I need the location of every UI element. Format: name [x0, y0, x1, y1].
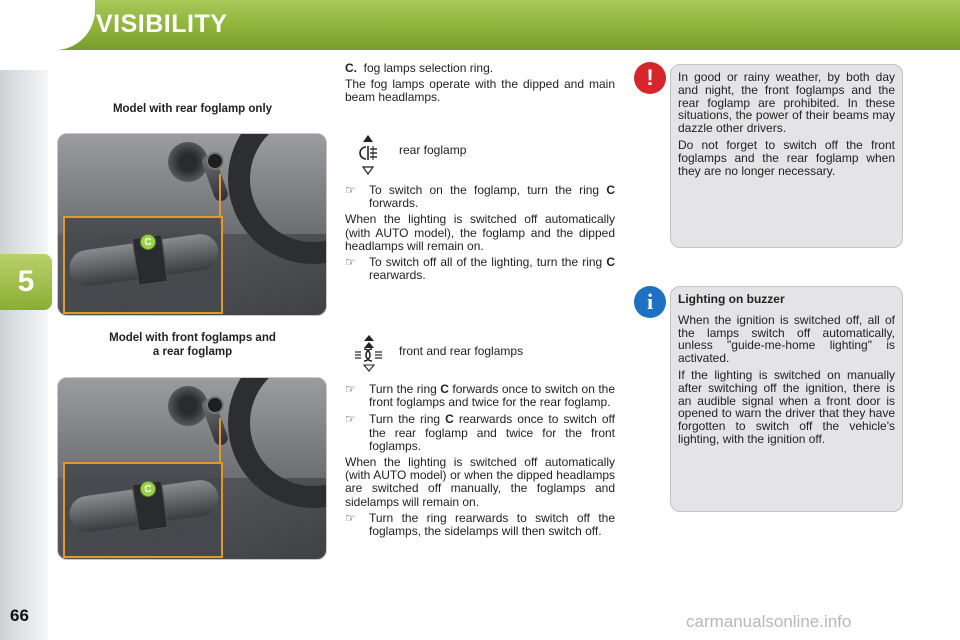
callout-line-2	[219, 418, 221, 468]
intro-text: The fog lamps operate with the dipped and main beam headlamps.	[345, 77, 615, 105]
auto-off-paragraph-2: When the lighting is switched off automatically (with AUTO model) or when the dipped headlamps are switched off manually, the foglamps and sidelamps will remain on.	[345, 455, 615, 509]
page-title: VISIBILITY	[96, 10, 228, 38]
bullet-switch-off-foglamps: ☞ Turn the ring rearwards to switch off the foglamps, the sidelamps will then switch off.	[345, 512, 615, 538]
buzzer-title: Lighting on buzzer	[678, 292, 785, 306]
c-definition	[345, 62, 615, 75]
front-rear-foglamp-label: front and rear foglamps	[399, 344, 524, 358]
caption-front-rear-foglamp-model	[60, 331, 325, 359]
page-number: 66	[10, 606, 29, 625]
side-strip	[0, 70, 48, 640]
steering-wheel	[228, 133, 327, 264]
stalk-closeup-inset-2	[63, 462, 223, 558]
bullet-switch-off-all: ☞ To switch off all of the lighting, turn the ring C rearwards.	[345, 256, 615, 282]
auto-off-paragraph: When the lighting is switched off automatically (with AUTO model), the foglamp and the dipped headlamps will remain on.	[345, 212, 615, 253]
warning-box	[670, 64, 903, 248]
caption-rear-foglamp-model: Model with rear foglamp only	[112, 103, 273, 115]
lever-knob	[206, 152, 224, 170]
stalk-closeup-inset	[63, 216, 223, 314]
chapter-tab[interactable]: 5	[0, 254, 52, 310]
front-rear-foglamp-icon	[352, 335, 386, 375]
bullet-forwards: ☞ Turn the ring C forwards once to switch on the front foglamps and twice for the rear foglamp.	[345, 383, 615, 409]
caption-line-1: Model with front foglamps and	[109, 332, 276, 344]
buzzer-text-2: If the lighting is switched on manually after switching off the ignition, there is an audible signal when a front door is opened to warn the driver that they have forgotten to switch off the vehicle's lighting, with the ignition off.	[678, 367, 895, 446]
bullet-switch-on: ☞ To switch on the foglamp, turn the ring C forwards.	[345, 184, 615, 210]
buzzer-text-1: When the ignition is switched off, all of the lamps switch off automatically, unless "guide-me-home lighting" is activated.	[678, 312, 895, 366]
info-icon: i	[634, 286, 666, 318]
watermark: carmanualsonline.info	[686, 612, 852, 631]
warning-text-2: Do not forget to switch off the front foglamps and the rear foglamp when they are no longer necessary.	[678, 137, 895, 178]
front-rear-instructions	[345, 383, 615, 538]
ring-c-badge-2: C	[140, 481, 156, 497]
c-text: fog lamps selection ring.	[363, 61, 494, 75]
photo-front-rear-foglamp-stalk	[57, 377, 327, 560]
warning-icon: !	[634, 62, 666, 94]
intro-section	[345, 62, 615, 105]
warning-text-1: In good or rainy weather, by both day and night, the front foglamps and the rear foglamp are prohibited. In these situations, the power of their beams may dazzle other drivers.	[678, 70, 895, 136]
rear-foglamp-instructions	[345, 184, 615, 282]
c-label: C.	[345, 61, 357, 75]
rear-foglamp-icon	[355, 135, 381, 175]
steering-wheel-2	[228, 377, 327, 508]
lighting-buzzer-box	[670, 286, 903, 512]
ring-c-badge: C	[140, 234, 156, 250]
lever-knob-2	[206, 396, 224, 414]
photo-rear-foglamp-stalk	[57, 133, 327, 316]
rear-foglamp-label: rear foglamp	[399, 143, 467, 157]
bullet-rearwards: ☞ Turn the ring C rearwards once to switch off the rear foglamp and twice for the front foglamps.	[345, 413, 615, 453]
caption-line-2: a rear foglamp	[152, 346, 233, 358]
